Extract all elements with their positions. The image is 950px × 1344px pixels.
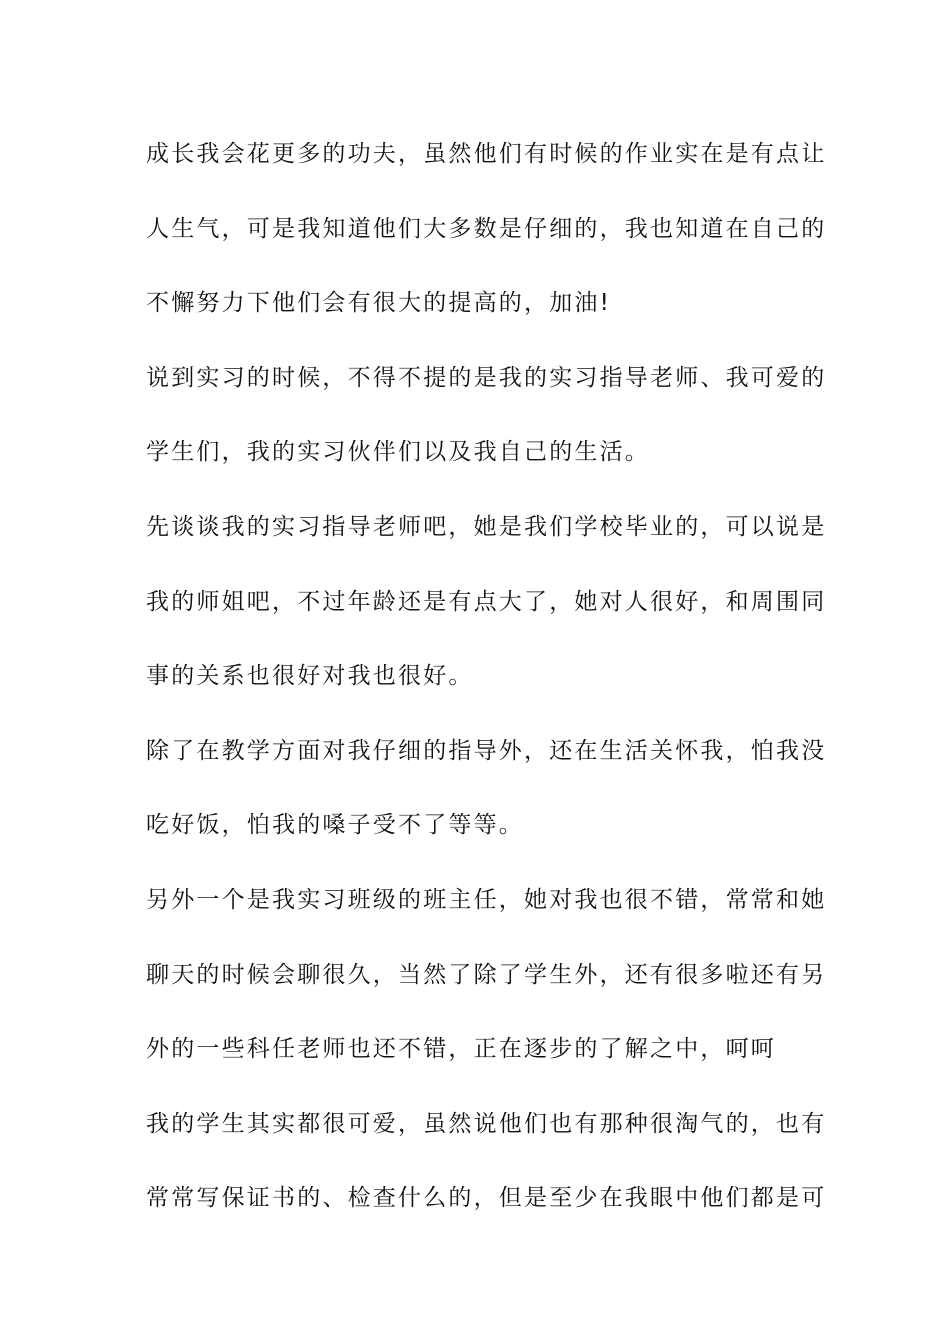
text-line: 人生气，可是我知道他们大多数是仔细的，我也知道在自己的	[146, 215, 827, 242]
text-line: 除了在教学方面对我仔细的指导外，还在生活关怀我，怕我没	[146, 737, 827, 764]
text-line: 先谈谈我的实习指导老师吧，她是我们学校毕业的，可以说是	[146, 513, 827, 540]
text-line: 我的师姐吧，不过年龄还是有点大了，她对人很好，和周围同	[146, 588, 827, 615]
text-line: 吃好饭，怕我的嗓子受不了等等。	[146, 812, 524, 839]
document-body	[146, 131, 826, 1250]
text-line: 我的学生其实都很可爱，虽然说他们也有那种很淘气的，也有	[146, 1110, 827, 1137]
text-line: 事的关系也很好对我也很好。	[146, 663, 474, 690]
text-line: 外的一些科任老师也还不错，正在逐步的了解之中，呵呵	[146, 1036, 776, 1063]
text-line: 学生们，我的实习伙伴们以及我自己的生活。	[146, 439, 650, 466]
text-line: 成长我会花更多的功夫，虽然他们有时候的作业实在是有点让	[146, 141, 827, 167]
text-line: 说到实习的时候，不得不提的是我的实习指导老师、我可爱的	[146, 364, 827, 391]
text-line: 常常写保证书的、检查什么的，但是至少在我眼中他们都是可	[146, 1185, 827, 1212]
text-line: 不懈努力下他们会有很大的提高的，加油!	[146, 290, 612, 317]
text-line: 另外一个是我实习班级的班主任，她对我也很不错，常常和她	[146, 886, 827, 913]
text-line: 聊天的时候会聊很久，当然了除了学生外，还有很多啦还有另	[146, 961, 827, 988]
